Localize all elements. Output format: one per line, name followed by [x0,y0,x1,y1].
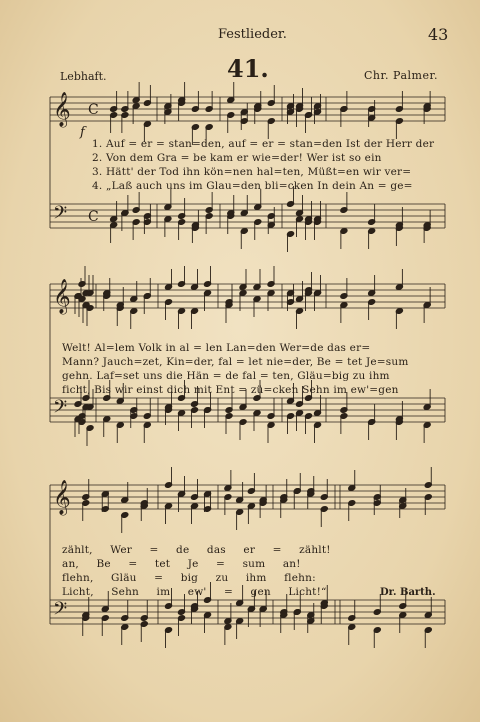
verse-1-line-2: Welt! Al=lem Volk in al = len Lan=den Wer=de das er= [62,342,371,354]
treble-clef-icon: 𝄞 [53,92,71,127]
verse-2-line-2: Mann? Jauch=zet, Kin=der, fal = let nie=der, Be = tet Je=sum [62,356,409,368]
page-number: 43 [428,25,449,44]
verse-4-line-2: ficht, Bis wir einst dich mit Ent = zü=cken Sehn im ew'=gen [62,384,399,396]
treble-clef-icon: 𝄞 [53,480,71,515]
verse-3-line-3: flehn, Gläu = big zu ihm flehn: [62,572,316,584]
time-signature-icon: C [88,209,99,225]
arranger-credit: Dr. Barth. [380,587,436,598]
verse-4-line-1: 4. „Laß auch uns im Glau=den bli=cken In dein An = ge= [92,180,413,192]
running-header: Festlieder. [218,27,287,42]
verse-3-line-1: 3. Hätt' der Tod ihn kön=nen hal=ten, Müßt=en wir ver= [92,166,412,178]
verse-1-line-3: zählt, Wer = de das er = zählt! [62,544,331,556]
verse-3-line-2: gehn. Laf=set uns die Hän = de fal = ten, Gläu=big zu ihm [62,370,390,382]
dynamic-forte: f [80,125,85,140]
bass-clef-icon: 𝄢 [53,397,68,422]
treble-clef-icon: 𝄞 [53,279,71,314]
hymn-number: 41. [227,54,269,83]
verse-4-line-3: Licht, Sehn im ew' = gen Licht!“ [62,586,327,598]
bass-clef-icon: 𝄢 [53,203,68,228]
time-signature-icon: C [88,102,99,118]
tempo-marking: Lebhaft. [60,70,107,83]
verse-2-line-1: 2. Von dem Gra = be kam er wie=der! Wer ist so ein [92,152,382,164]
verse-1-line-1: 1. Auf = er = stan=den, auf = er = stan=den Ist der Herr der [92,138,435,150]
bass-clef-icon: 𝄢 [53,599,68,624]
composer-credit: Chr. Palmer. [364,69,439,82]
verse-2-line-3: an, Be = tet Je = sum an! [62,558,301,570]
